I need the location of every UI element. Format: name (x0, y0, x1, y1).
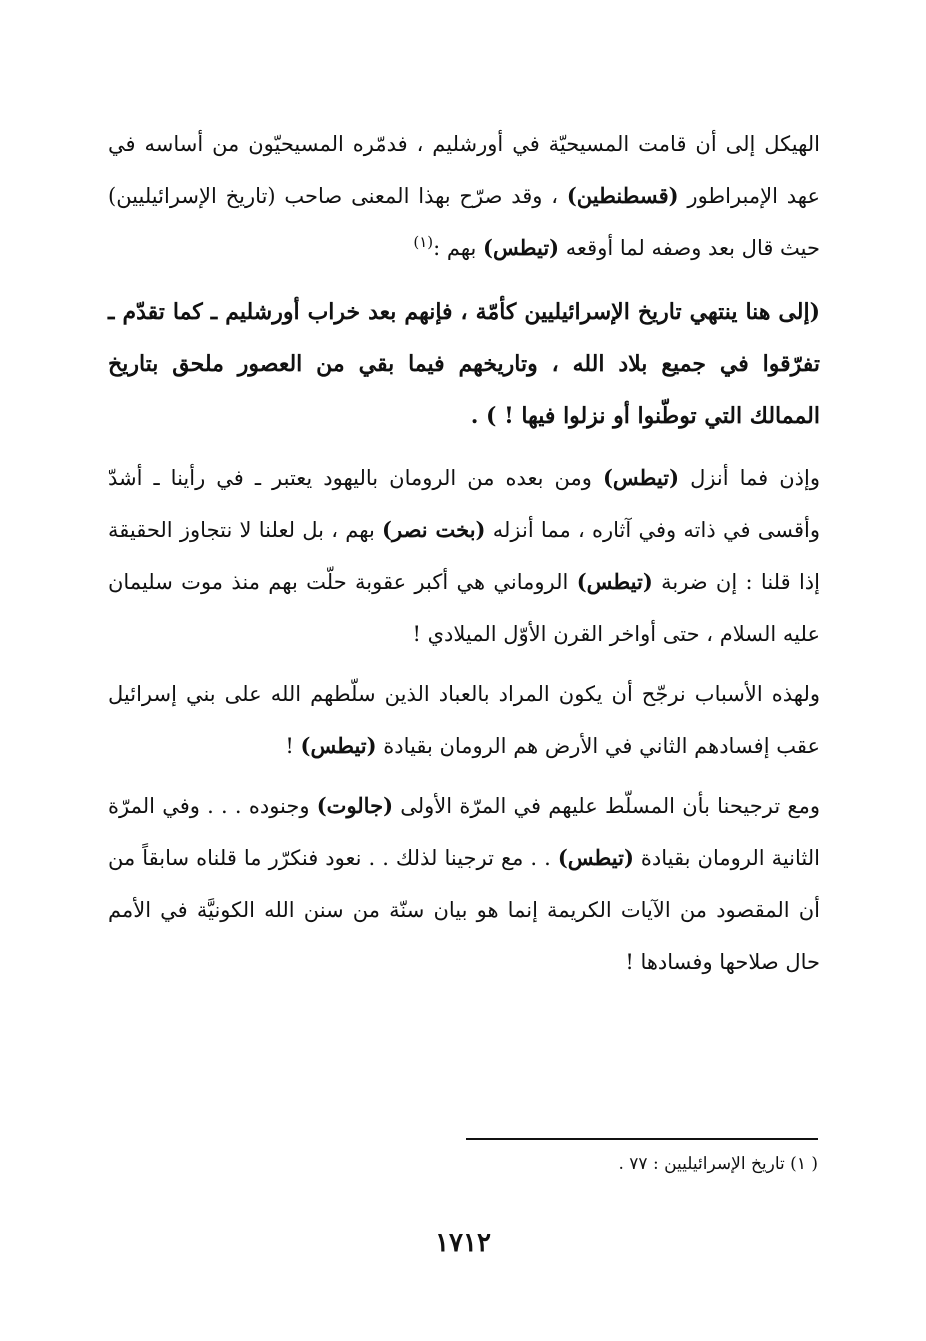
name-titus: (تيطس) (483, 235, 560, 260)
paragraph-4-text: ومع ترجيحنا بأن المسلّط عليهم في المرّة الأولى (393, 794, 820, 818)
paragraph-3-text: ولهذه الأسباب نرجّح أن يكون المراد بالعباد الذين سلّطهم الله على بني إسرائيل عقب إفسادهم الثاني في الأرض هم الرومان بقيادة (108, 682, 820, 758)
name-titus: (تيطس) (300, 733, 377, 758)
name-titus: (تيطس) (602, 465, 680, 490)
paragraph-1-text: ، وقد صرّح بهذا المعنى صاحب (تاريخ الإسرائيليين) حيث قال بعد وصفه لما أوقعه (108, 184, 820, 260)
paragraph-2-text: ومن بعده من الرومان باليهود يعتبر ـ في رأينا ـ أشدّ وأقسى في ذاته وفي آثاره ، مما أنزله (108, 466, 820, 542)
paragraph-1-text: الهيكل إلى أن قامت المسيحيّة في أورشليم ، فدمّره المسيحيّون من أساسه في عهد الإمبراطور (108, 132, 820, 208)
paragraph-2-text: الروماني هي أكبر عقوبة حلّت بهم منذ موت سليمان عليه السلام ، حتى أواخر القرن الأوّل الميلادي ! (108, 570, 820, 646)
name-titus: (تيطس) (576, 569, 653, 594)
name-constantine: (قسطنطين) (566, 183, 679, 208)
page-number: ١٧١٢ (435, 1228, 491, 1258)
paragraph-4-text: وجنوده . . . وفي المرّة الثانية الرومان بقيادة (108, 794, 820, 870)
name-titus: (تيطس) (557, 845, 634, 870)
paragraph-1 (108, 118, 820, 274)
paragraph-1-text: بهم : (433, 236, 484, 260)
paragraph-2 (108, 452, 820, 660)
quotation: (إلى هنا ينتهي تاريخ الإسرائيليين كأمّة ، فإنهم بعد خراب أورشليم ـ كما تقدّم ـ تفرّقوا في جميع بلاد الله ، وتاريخهم فيما بقي من العصور ملحق بتاريخ الممالك التي توطّنوا أو نزلوا فيها ! ) . (108, 299, 820, 429)
body-text (108, 118, 820, 988)
paragraph-3 (108, 668, 820, 772)
paragraph-4 (108, 780, 820, 988)
paragraph-2-text: بهم ، بل لعلنا لا نتجاوز الحقيقة إذا قلنا : إن ضربة (108, 518, 820, 594)
footnote: ( ١) تاريخ الإسرائيليين : ٧٧ . (618, 1154, 818, 1174)
paragraph-3-text: ! (285, 734, 301, 758)
paragraph-2-text: وإذن فما أنزل (679, 466, 820, 490)
name-goliath: (جالوت) (316, 793, 394, 818)
name-nebuchadnezzar: (بخت نصر) (382, 517, 486, 542)
footnote-divider (466, 1138, 818, 1140)
paragraph-4-text: . . مع ترجينا لذلك . . نعود فنكرّر ما قلناه سابقاً من أن المقصود من الآيات الكريمة إنما هو بيان سنّة من سنن الله الكونيَّة في الأمم حال صلاحها وفسادها ! (108, 846, 820, 974)
footnote-reference: (١) (413, 233, 434, 251)
